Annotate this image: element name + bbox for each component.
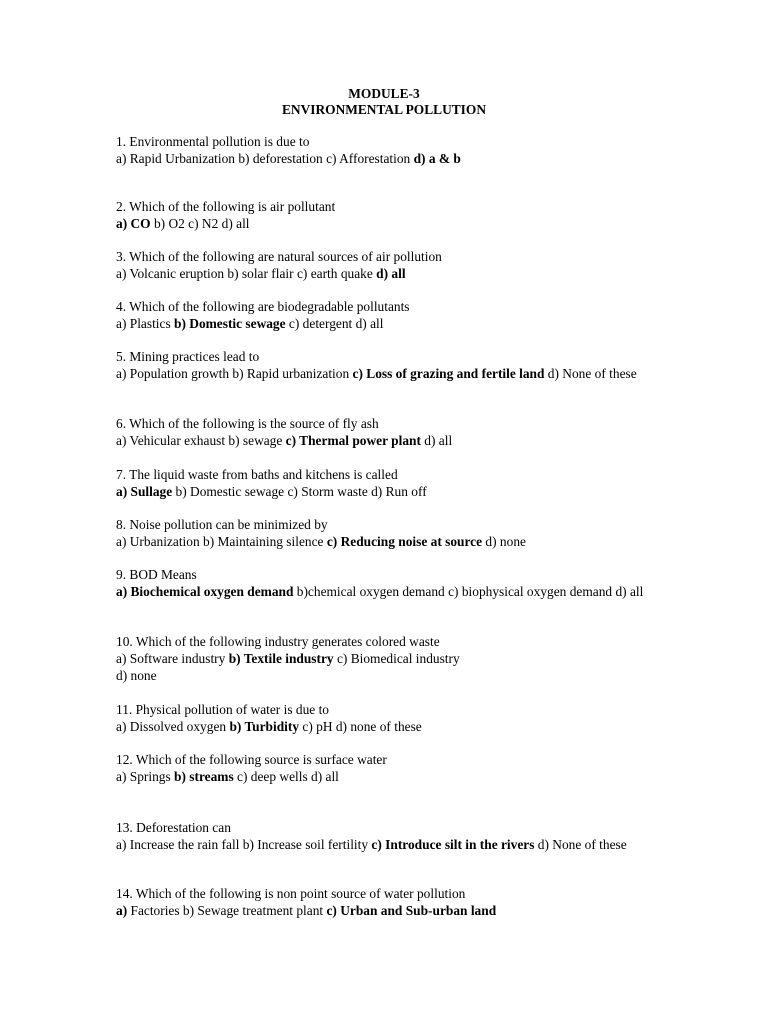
question-item [116,566,652,600]
answer-options [116,365,652,382]
question-text: 14. Which of the following is non point source of water pollution [116,886,466,901]
answer-options [116,432,652,449]
option-text: d) None of these [544,366,637,381]
answer-options [116,483,652,500]
option-text: a) Rapid Urbanization b) deforestation c) Afforestation [116,151,414,166]
option-text: c) detergent d) all [285,316,384,331]
question-text: 3. Which of the following are natural sources of air pollution [116,249,442,264]
question-text: 10. Which of the following industry generates colored waste [116,634,440,649]
option-text: b) O2 c) N2 d) all [150,216,250,231]
option-text: a) Vehicular exhaust b) sewage [116,433,286,448]
option-text: b)chemical oxygen demand c) biophysical oxygen demand d) all [293,584,644,599]
question-text: 4. Which of the following are biodegradable pollutants [116,299,410,314]
option-text: c) Biomedical industry [333,651,460,666]
page-title: ENVIRONMENTAL POLLUTION [282,102,486,117]
question-item [116,133,652,167]
module-label: MODULE-3 [348,86,420,101]
option-text: d) none [116,668,157,683]
answer-options [116,836,652,853]
option-text: c) deep wells d) all [233,769,339,784]
answer-options [116,768,652,785]
correct-answer: c) Reducing noise at source [326,534,483,549]
answer-options [116,315,652,332]
question-text: 13. Deforestation can [116,820,231,835]
correct-answer: b) Turbidity [229,719,300,734]
question-text: 11. Physical pollution of water is due to [116,702,329,717]
document-header [116,86,652,118]
answer-options [116,583,652,600]
correct-answer: d) a & b [413,151,461,166]
question-item [116,466,652,500]
option-text: b) Domestic sewage c) Storm waste d) Run off [172,484,427,499]
question-item [116,885,652,919]
answer-options [116,150,652,167]
option-text: a) Software industry [116,651,229,666]
option-text: c) pH d) none of these [299,719,422,734]
option-text: d) none [482,534,526,549]
correct-answer: c) Thermal power plant [285,433,421,448]
correct-answer: a) [116,903,128,918]
question-text: 1. Environmental pollution is due to [116,134,310,149]
correct-answer: b) Textile industry [228,651,334,666]
correct-answer: b) streams [174,769,234,784]
question-item [116,248,652,282]
question-item [116,198,652,232]
option-text: d) None of these [534,837,627,852]
question-text: 2. Which of the following is air pollutant [116,199,336,214]
question-item [116,633,652,684]
answer-options [116,533,652,550]
question-text: 8. Noise pollution can be minimized by [116,517,328,532]
correct-answer: a) CO [116,216,151,231]
correct-answer: c) Loss of grazing and fertile land [352,366,545,381]
question-text: 9. BOD Means [116,567,197,582]
question-item [116,415,652,449]
answer-options [116,650,652,667]
answer-options [116,718,652,735]
option-text: Factories b) Sewage treatment plant [127,903,327,918]
question-item [116,516,652,550]
correct-answer: a) Sullage [116,484,173,499]
question-item [116,819,652,853]
option-text: a) Increase the rain fall b) Increase soil fertility [116,837,372,852]
answer-options [116,902,652,919]
option-text: a) Urbanization b) Maintaining silence [116,534,327,549]
correct-answer: d) all [376,266,406,281]
option-text: a) Volcanic eruption b) solar flair c) earth quake [116,266,377,281]
question-item [116,701,652,735]
question-text: 6. Which of the following is the source of fly ash [116,416,379,431]
question-text: 5. Mining practices lead to [116,349,260,364]
question-text: 7. The liquid waste from baths and kitchens is called [116,467,398,482]
answer-options [116,215,652,232]
option-text: a) Dissolved oxygen [116,719,230,734]
answer-options [116,265,652,282]
option-text: d) all [420,433,453,448]
option-text: a) Plastics [116,316,175,331]
correct-answer: a) Biochemical oxygen demand [116,584,294,599]
correct-answer: c) Introduce silt in the rivers [371,837,535,852]
option-text: a) Population growth b) Rapid urbanization [116,366,353,381]
document-page [116,86,652,118]
question-item [116,348,652,382]
correct-answer: c) Urban and Sub-urban land [326,903,497,918]
question-item [116,298,652,332]
question-item [116,751,652,785]
question-text: 12. Which of the following source is surface water [116,752,387,767]
correct-answer: b) Domestic sewage [174,316,286,331]
option-text: a) Springs [116,769,175,784]
